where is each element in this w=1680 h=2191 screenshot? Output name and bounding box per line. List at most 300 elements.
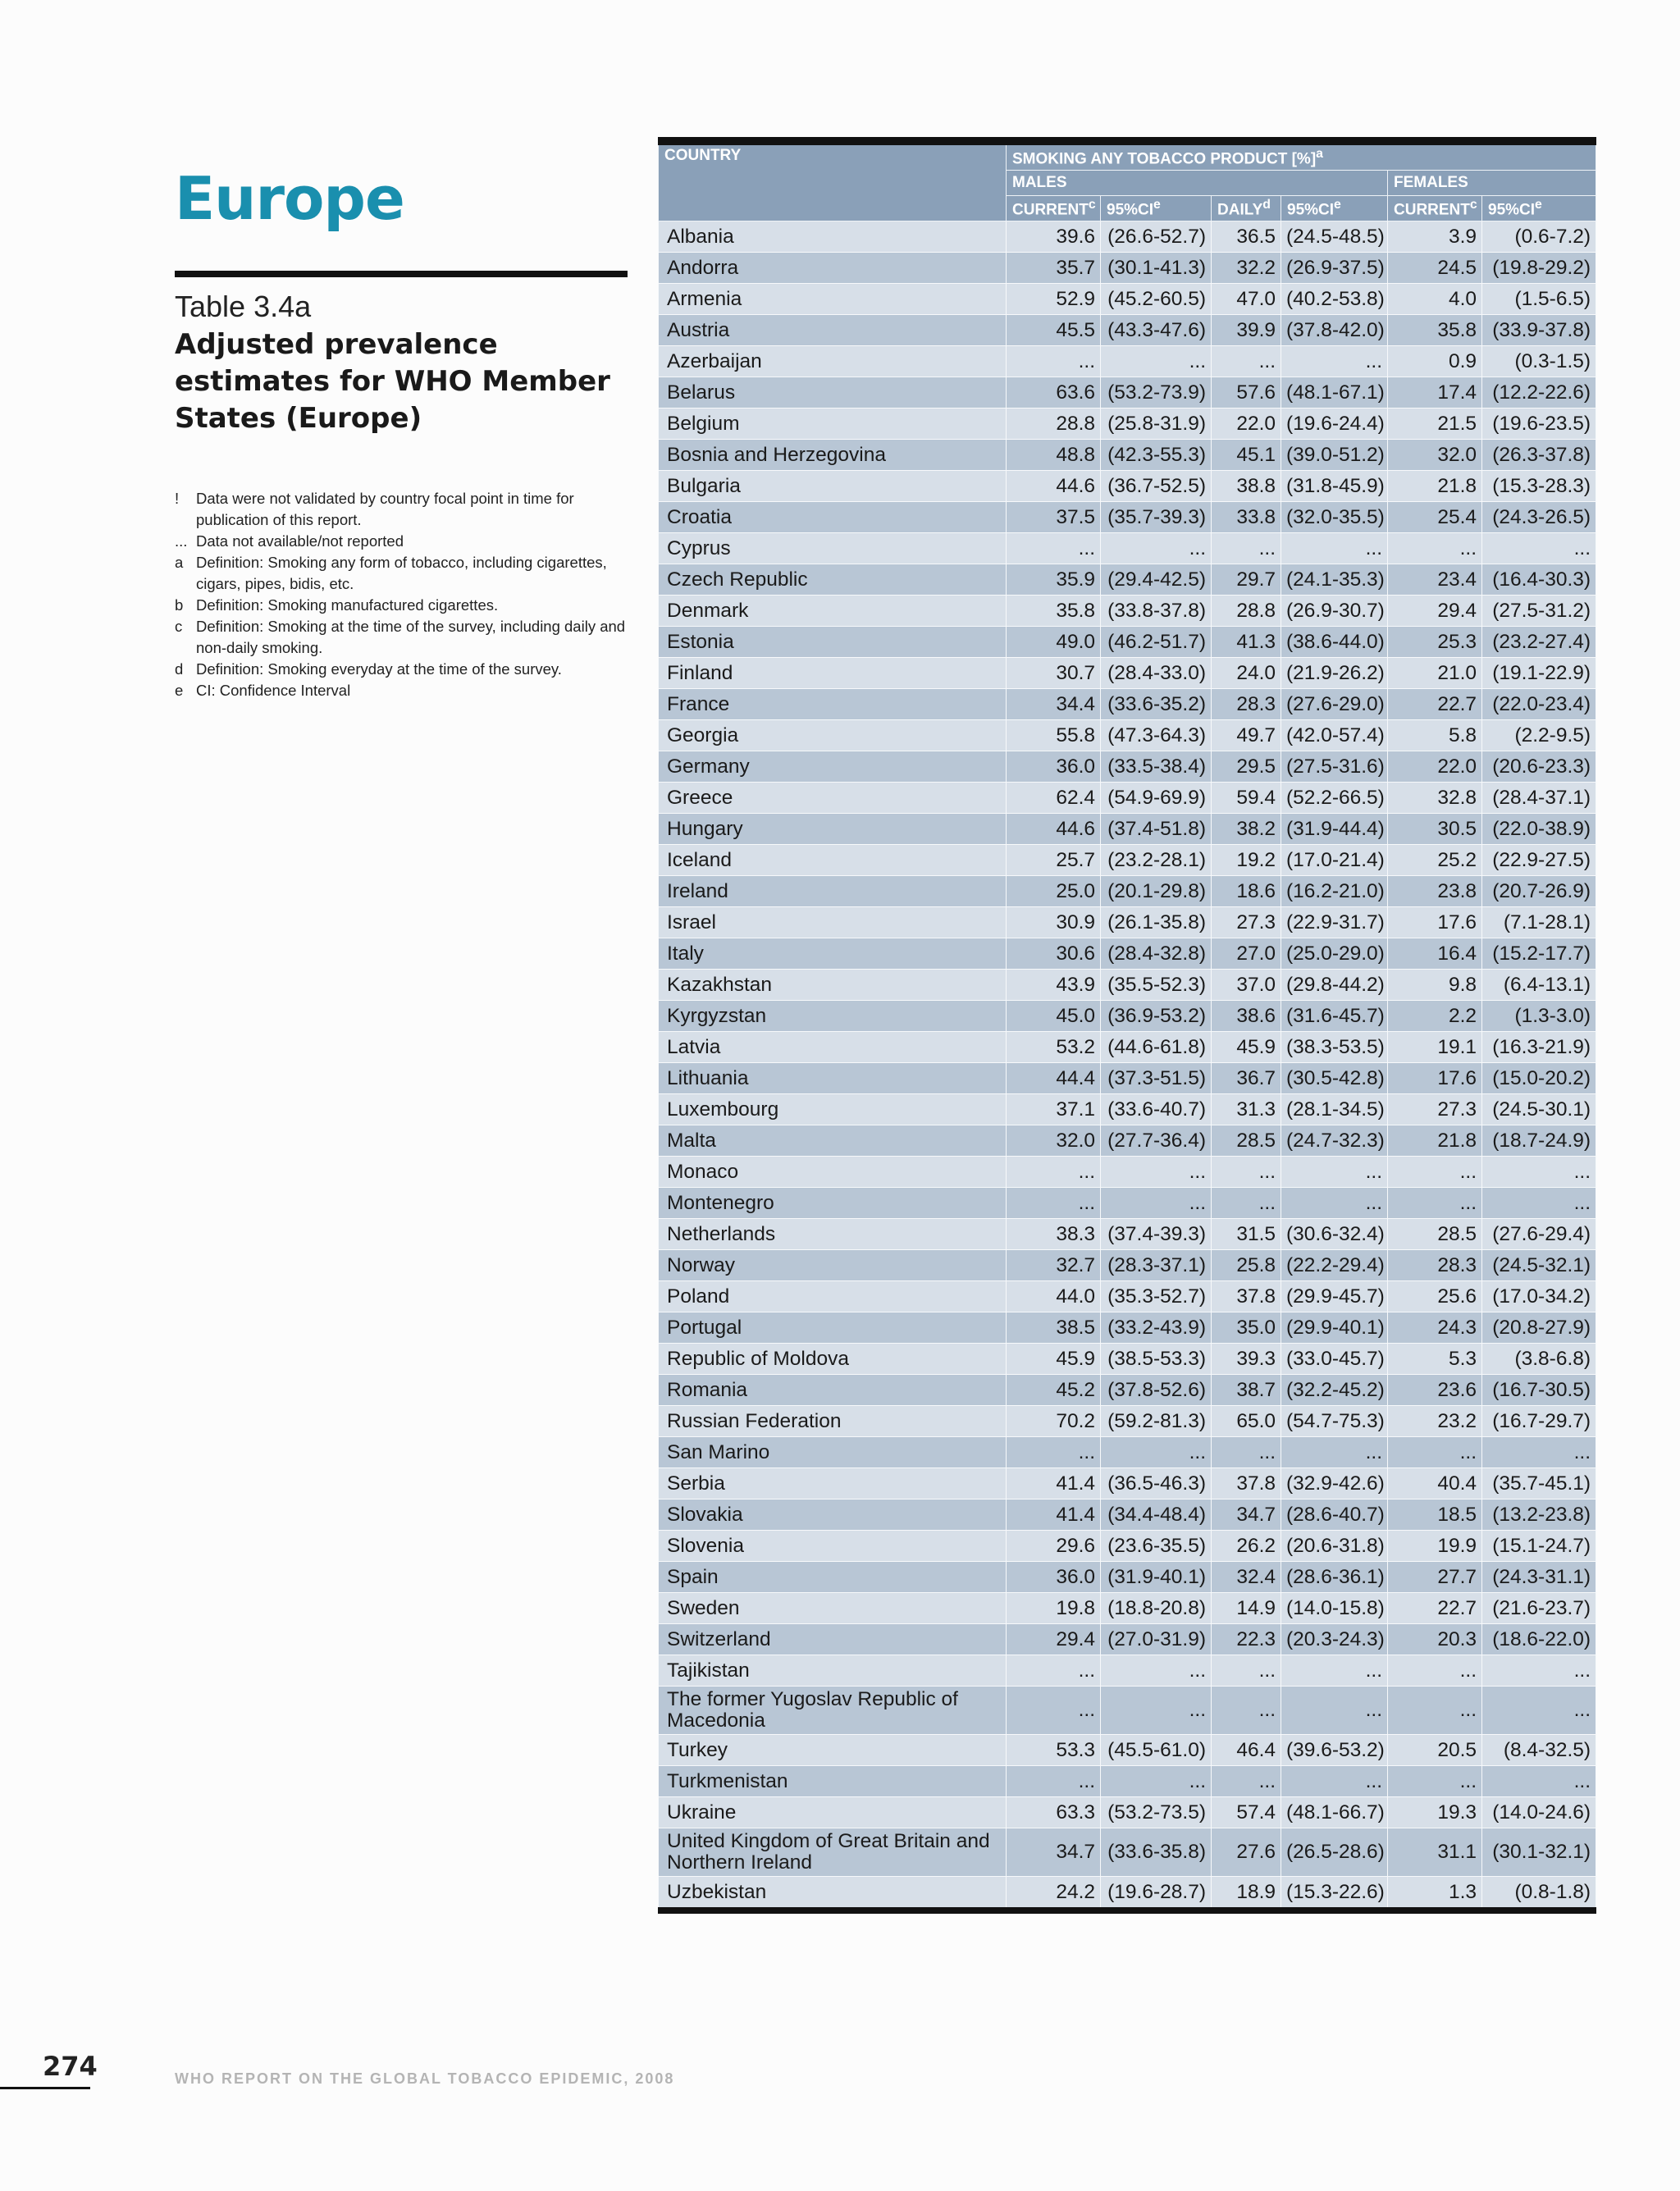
- value-cell: ...: [1281, 1157, 1388, 1188]
- value-cell: ...: [1007, 1157, 1101, 1188]
- value-cell: (27.5-31.6): [1281, 751, 1388, 783]
- value-cell: 38.3: [1007, 1219, 1101, 1250]
- value-cell: (39.0-51.2): [1281, 440, 1388, 471]
- value-cell: (23.2-27.4): [1482, 627, 1596, 658]
- footnote: [175, 680, 628, 701]
- value-cell: 29.5: [1212, 751, 1281, 783]
- value-cell: 35.8: [1388, 315, 1482, 346]
- value-cell: 31.3: [1212, 1094, 1281, 1125]
- table-row: [659, 1375, 1596, 1406]
- value-cell: (22.0-38.9): [1482, 814, 1596, 845]
- value-cell: (52.2-66.5): [1281, 783, 1388, 814]
- value-cell: 49.7: [1212, 720, 1281, 751]
- value-cell: (26.3-37.8): [1482, 440, 1596, 471]
- value-cell: 45.2: [1007, 1375, 1101, 1406]
- footnote-symbol: e: [175, 682, 184, 699]
- value-cell: (20.1-29.8): [1101, 876, 1212, 907]
- table-row: [659, 1094, 1596, 1125]
- country-cell: Latvia: [659, 1032, 1007, 1063]
- value-cell: ...: [1281, 346, 1388, 377]
- value-cell: (38.6-44.0): [1281, 627, 1388, 658]
- table-row: [659, 658, 1596, 689]
- value-cell: (28.4-33.0): [1101, 658, 1212, 689]
- country-cell: Luxembourg: [659, 1094, 1007, 1125]
- value-cell: 27.7: [1388, 1562, 1482, 1593]
- value-cell: 55.8: [1007, 720, 1101, 751]
- header-col: 95%CIe: [1281, 196, 1388, 221]
- value-cell: 45.9: [1007, 1344, 1101, 1375]
- value-cell: 37.1: [1007, 1094, 1101, 1125]
- table-row: [659, 720, 1596, 751]
- value-cell: 19.9: [1388, 1531, 1482, 1562]
- value-cell: (24.7-32.3): [1281, 1125, 1388, 1157]
- value-cell: ...: [1482, 1687, 1596, 1735]
- value-cell: 32.8: [1388, 783, 1482, 814]
- value-cell: 25.8: [1212, 1250, 1281, 1281]
- value-cell: ...: [1388, 533, 1482, 564]
- table-row: [659, 1063, 1596, 1094]
- value-cell: ...: [1101, 1687, 1212, 1735]
- value-cell: 24.3: [1388, 1312, 1482, 1344]
- value-cell: 57.6: [1212, 377, 1281, 409]
- country-cell: Netherlands: [659, 1219, 1007, 1250]
- table-row: [659, 907, 1596, 938]
- value-cell: 35.9: [1007, 564, 1101, 596]
- value-cell: 62.4: [1007, 783, 1101, 814]
- value-cell: (35.5-52.3): [1101, 970, 1212, 1001]
- value-cell: (15.3-28.3): [1482, 471, 1596, 502]
- value-cell: (24.3-26.5): [1482, 502, 1596, 533]
- value-cell: ...: [1482, 1766, 1596, 1797]
- value-cell: (25.0-29.0): [1281, 938, 1388, 970]
- value-cell: (59.2-81.3): [1101, 1406, 1212, 1437]
- value-cell: 27.3: [1388, 1094, 1482, 1125]
- value-cell: 18.9: [1212, 1877, 1281, 1911]
- value-cell: 20.5: [1388, 1735, 1482, 1766]
- table-row: [659, 1250, 1596, 1281]
- value-cell: ...: [1281, 1655, 1388, 1687]
- value-cell: ...: [1388, 1157, 1482, 1188]
- country-cell: Serbia: [659, 1468, 1007, 1499]
- value-cell: (0.3-1.5): [1482, 346, 1596, 377]
- page-number: 274: [43, 2051, 98, 2082]
- value-cell: (27.5-31.2): [1482, 596, 1596, 627]
- value-cell: 30.9: [1007, 907, 1101, 938]
- value-cell: 2.2: [1388, 1001, 1482, 1032]
- value-cell: (28.4-37.1): [1482, 783, 1596, 814]
- value-cell: 20.3: [1388, 1624, 1482, 1655]
- value-cell: 25.6: [1388, 1281, 1482, 1312]
- heading-rule: [175, 271, 628, 277]
- value-cell: (1.3-3.0): [1482, 1001, 1596, 1032]
- value-cell: (18.6-22.0): [1482, 1624, 1596, 1655]
- table-row: [659, 564, 1596, 596]
- value-cell: 0.9: [1388, 346, 1482, 377]
- value-cell: (16.3-21.9): [1482, 1032, 1596, 1063]
- value-cell: ...: [1007, 1766, 1101, 1797]
- table-row: [659, 1687, 1596, 1735]
- table-row: [659, 1735, 1596, 1766]
- table-row: [659, 783, 1596, 814]
- value-cell: ...: [1281, 1437, 1388, 1468]
- value-cell: (24.5-48.5): [1281, 221, 1388, 253]
- value-cell: 47.0: [1212, 284, 1281, 315]
- footnote: [175, 659, 628, 680]
- value-cell: (42.3-55.3): [1101, 440, 1212, 471]
- table-row: [659, 1499, 1596, 1531]
- country-cell: Tajikistan: [659, 1655, 1007, 1687]
- value-cell: 19.8: [1007, 1593, 1101, 1624]
- value-cell: 34.7: [1212, 1499, 1281, 1531]
- value-cell: (7.1-28.1): [1482, 907, 1596, 938]
- country-cell: Croatia: [659, 502, 1007, 533]
- value-cell: (47.3-64.3): [1101, 720, 1212, 751]
- country-cell: Spain: [659, 1562, 1007, 1593]
- value-cell: (14.0-15.8): [1281, 1593, 1388, 1624]
- table-row: [659, 502, 1596, 533]
- value-cell: (27.6-29.4): [1482, 1219, 1596, 1250]
- country-cell: Azerbaijan: [659, 346, 1007, 377]
- table-row: [659, 1406, 1596, 1437]
- value-cell: 28.3: [1212, 689, 1281, 720]
- value-cell: ...: [1482, 1157, 1596, 1188]
- footnote-symbol: c: [175, 618, 183, 635]
- value-cell: 32.7: [1007, 1250, 1101, 1281]
- value-cell: 35.7: [1007, 253, 1101, 284]
- value-cell: (16.4-30.3): [1482, 564, 1596, 596]
- value-cell: (42.0-57.4): [1281, 720, 1388, 751]
- value-cell: (0.8-1.8): [1482, 1877, 1596, 1911]
- value-cell: ...: [1482, 1437, 1596, 1468]
- value-cell: 19.2: [1212, 845, 1281, 876]
- value-cell: (33.9-37.8): [1482, 315, 1596, 346]
- value-cell: (15.0-20.2): [1482, 1063, 1596, 1094]
- country-cell: Hungary: [659, 814, 1007, 845]
- value-cell: (54.7-75.3): [1281, 1406, 1388, 1437]
- value-cell: (33.2-43.9): [1101, 1312, 1212, 1344]
- value-cell: 31.5: [1212, 1219, 1281, 1250]
- header-males: MALES: [1007, 171, 1388, 196]
- value-cell: (26.9-37.5): [1281, 253, 1388, 284]
- value-cell: (18.8-20.8): [1101, 1593, 1212, 1624]
- value-cell: (30.1-32.1): [1482, 1828, 1596, 1877]
- value-cell: 38.7: [1212, 1375, 1281, 1406]
- country-cell: Ukraine: [659, 1797, 1007, 1828]
- value-cell: (53.2-73.5): [1101, 1797, 1212, 1828]
- value-cell: ...: [1388, 1766, 1482, 1797]
- value-cell: 30.6: [1007, 938, 1101, 970]
- country-cell: Ireland: [659, 876, 1007, 907]
- country-cell: Lithuania: [659, 1063, 1007, 1094]
- table-row: [659, 1312, 1596, 1344]
- value-cell: (20.6-23.3): [1482, 751, 1596, 783]
- value-cell: 36.7: [1212, 1063, 1281, 1094]
- value-cell: (19.8-29.2): [1482, 253, 1596, 284]
- country-cell: Uzbekistan: [659, 1877, 1007, 1911]
- table-row: [659, 440, 1596, 471]
- value-cell: 28.5: [1388, 1219, 1482, 1250]
- value-cell: (12.2-22.6): [1482, 377, 1596, 409]
- value-cell: 24.2: [1007, 1877, 1101, 1911]
- value-cell: 29.7: [1212, 564, 1281, 596]
- value-cell: (36.7-52.5): [1101, 471, 1212, 502]
- table-row: [659, 596, 1596, 627]
- country-cell: Czech Republic: [659, 564, 1007, 596]
- header-females: FEMALES: [1388, 171, 1596, 196]
- value-cell: (28.6-36.1): [1281, 1562, 1388, 1593]
- value-cell: (37.3-51.5): [1101, 1063, 1212, 1094]
- value-cell: (17.0-21.4): [1281, 845, 1388, 876]
- value-cell: (13.2-23.8): [1482, 1499, 1596, 1531]
- value-cell: 28.8: [1007, 409, 1101, 440]
- value-cell: (25.8-31.9): [1101, 409, 1212, 440]
- value-cell: (28.6-40.7): [1281, 1499, 1388, 1531]
- value-cell: (20.8-27.9): [1482, 1312, 1596, 1344]
- table-row: [659, 751, 1596, 783]
- footnote-text: Data not available/not reported: [196, 532, 404, 550]
- value-cell: 21.8: [1388, 471, 1482, 502]
- value-cell: (34.4-48.4): [1101, 1499, 1212, 1531]
- value-cell: 28.3: [1388, 1250, 1482, 1281]
- table-row: [659, 689, 1596, 720]
- country-cell: Russian Federation: [659, 1406, 1007, 1437]
- value-cell: 44.6: [1007, 814, 1101, 845]
- table-row: [659, 1624, 1596, 1655]
- footnote-symbol: ...: [175, 532, 188, 550]
- value-cell: (22.0-23.4): [1482, 689, 1596, 720]
- value-cell: 18.6: [1212, 876, 1281, 907]
- value-cell: (28.3-37.1): [1101, 1250, 1212, 1281]
- table-row: [659, 1344, 1596, 1375]
- table-row: [659, 876, 1596, 907]
- value-cell: 16.4: [1388, 938, 1482, 970]
- value-cell: 38.6: [1212, 1001, 1281, 1032]
- value-cell: (22.9-31.7): [1281, 907, 1388, 938]
- value-cell: 25.4: [1388, 502, 1482, 533]
- value-cell: (37.8-42.0): [1281, 315, 1388, 346]
- value-cell: (2.2-9.5): [1482, 720, 1596, 751]
- value-cell: (19.6-24.4): [1281, 409, 1388, 440]
- table-row: [659, 1219, 1596, 1250]
- value-cell: 14.9: [1212, 1593, 1281, 1624]
- country-cell: Austria: [659, 315, 1007, 346]
- value-cell: ...: [1482, 1188, 1596, 1219]
- country-cell: United Kingdom of Great Britain and Northern Ireland: [659, 1828, 1007, 1877]
- value-cell: 41.4: [1007, 1499, 1101, 1531]
- value-cell: ...: [1101, 1766, 1212, 1797]
- value-cell: 38.5: [1007, 1312, 1101, 1344]
- country-cell: Bosnia and Herzegovina: [659, 440, 1007, 471]
- table-row: [659, 221, 1596, 253]
- value-cell: (26.5-28.6): [1281, 1828, 1388, 1877]
- footnote-text: Definition: Smoking at the time of the survey, including daily and non-daily smoking.: [196, 618, 626, 656]
- value-cell: 35.0: [1212, 1312, 1281, 1344]
- value-cell: 53.2: [1007, 1032, 1101, 1063]
- country-cell: Kyrgyzstan: [659, 1001, 1007, 1032]
- value-cell: ...: [1212, 1188, 1281, 1219]
- value-cell: ...: [1281, 1687, 1388, 1735]
- value-cell: 25.2: [1388, 845, 1482, 876]
- country-cell: Albania: [659, 221, 1007, 253]
- value-cell: 28.8: [1212, 596, 1281, 627]
- value-cell: (0.6-7.2): [1482, 221, 1596, 253]
- table-title: Adjusted prevalence estimates for WHO Member States (Europe): [175, 328, 610, 435]
- value-cell: 45.1: [1212, 440, 1281, 471]
- value-cell: 45.9: [1212, 1032, 1281, 1063]
- table-row: [659, 533, 1596, 564]
- prevalence-table: [658, 137, 1596, 1914]
- value-cell: 18.5: [1388, 1499, 1482, 1531]
- value-cell: 22.0: [1212, 409, 1281, 440]
- header-group: SMOKING ANY TOBACCO PRODUCT [%]$^a$: [1007, 141, 1596, 171]
- value-cell: 39.9: [1212, 315, 1281, 346]
- value-cell: (15.1-24.7): [1482, 1531, 1596, 1562]
- value-cell: (21.9-26.2): [1281, 658, 1388, 689]
- value-cell: 17.6: [1388, 1063, 1482, 1094]
- table-row: [659, 1655, 1596, 1687]
- country-cell: Belgium: [659, 409, 1007, 440]
- value-cell: (33.8-37.8): [1101, 596, 1212, 627]
- value-cell: (30.6-32.4): [1281, 1219, 1388, 1250]
- table-row: [659, 1437, 1596, 1468]
- value-cell: (6.4-13.1): [1482, 970, 1596, 1001]
- value-cell: (29.8-44.2): [1281, 970, 1388, 1001]
- country-cell: The former Yugoslav Republic of Macedonia: [659, 1687, 1007, 1735]
- value-cell: 37.8: [1212, 1468, 1281, 1499]
- table-row: [659, 1468, 1596, 1499]
- footnote-symbol: d: [175, 660, 184, 678]
- value-cell: (54.9-69.9): [1101, 783, 1212, 814]
- footnotes: [175, 488, 628, 701]
- value-cell: (32.9-42.6): [1281, 1468, 1388, 1499]
- value-cell: ...: [1281, 1766, 1388, 1797]
- value-cell: 17.4: [1388, 377, 1482, 409]
- value-cell: ...: [1007, 1687, 1101, 1735]
- value-cell: (20.6-31.8): [1281, 1531, 1388, 1562]
- value-cell: (27.6-29.0): [1281, 689, 1388, 720]
- country-cell: Andorra: [659, 253, 1007, 284]
- value-cell: (15.3-22.6): [1281, 1877, 1388, 1911]
- value-cell: ...: [1101, 1188, 1212, 1219]
- country-cell: Poland: [659, 1281, 1007, 1312]
- value-cell: ...: [1212, 1437, 1281, 1468]
- footnote-text: CI: Confidence Interval: [196, 682, 351, 699]
- value-cell: (32.2-45.2): [1281, 1375, 1388, 1406]
- country-cell: Greece: [659, 783, 1007, 814]
- value-cell: (45.5-61.0): [1101, 1735, 1212, 1766]
- value-cell: 34.7: [1007, 1828, 1101, 1877]
- table-row: [659, 1593, 1596, 1624]
- value-cell: (37.8-52.6): [1101, 1375, 1212, 1406]
- value-cell: (16.2-21.0): [1281, 876, 1388, 907]
- value-cell: 21.8: [1388, 1125, 1482, 1157]
- country-cell: Armenia: [659, 284, 1007, 315]
- value-cell: 41.4: [1007, 1468, 1101, 1499]
- value-cell: ...: [1388, 1655, 1482, 1687]
- footnote: [175, 488, 628, 531]
- value-cell: 23.8: [1388, 876, 1482, 907]
- value-cell: ...: [1007, 533, 1101, 564]
- table-row: [659, 1877, 1596, 1911]
- footnote-text: Definition: Smoking everyday at the time of the survey.: [196, 660, 562, 678]
- value-cell: (26.6-52.7): [1101, 221, 1212, 253]
- value-cell: 41.3: [1212, 627, 1281, 658]
- value-cell: ...: [1212, 346, 1281, 377]
- value-cell: (24.5-30.1): [1482, 1094, 1596, 1125]
- value-cell: 44.4: [1007, 1063, 1101, 1094]
- value-cell: ...: [1388, 1437, 1482, 1468]
- table-row: [659, 409, 1596, 440]
- value-cell: 25.3: [1388, 627, 1482, 658]
- country-cell: France: [659, 689, 1007, 720]
- value-cell: (48.1-66.7): [1281, 1797, 1388, 1828]
- country-cell: Belarus: [659, 377, 1007, 409]
- value-cell: (16.7-29.7): [1482, 1406, 1596, 1437]
- table-row: [659, 1032, 1596, 1063]
- footnote-text: Definition: Smoking manufactured cigarettes.: [196, 596, 499, 614]
- value-cell: 34.4: [1007, 689, 1101, 720]
- footnote-symbol: !: [175, 490, 180, 507]
- value-cell: (1.5-6.5): [1482, 284, 1596, 315]
- value-cell: ...: [1101, 1437, 1212, 1468]
- value-cell: (38.3-53.5): [1281, 1032, 1388, 1063]
- country-cell: Sweden: [659, 1593, 1007, 1624]
- country-cell: Monaco: [659, 1157, 1007, 1188]
- country-cell: Slovenia: [659, 1531, 1007, 1562]
- value-cell: 40.4: [1388, 1468, 1482, 1499]
- value-cell: (39.6-53.2): [1281, 1735, 1388, 1766]
- table-row: [659, 1562, 1596, 1593]
- value-cell: ...: [1101, 533, 1212, 564]
- value-cell: (33.6-35.2): [1101, 689, 1212, 720]
- table-row: [659, 1188, 1596, 1219]
- country-cell: Slovakia: [659, 1499, 1007, 1531]
- country-cell: Estonia: [659, 627, 1007, 658]
- value-cell: 52.9: [1007, 284, 1101, 315]
- footnote-symbol: b: [175, 596, 184, 614]
- value-cell: (20.7-26.9): [1482, 876, 1596, 907]
- table-row: [659, 1125, 1596, 1157]
- value-cell: (24.1-35.3): [1281, 564, 1388, 596]
- value-cell: 43.9: [1007, 970, 1101, 1001]
- value-cell: 27.3: [1212, 907, 1281, 938]
- value-cell: (18.7-24.9): [1482, 1125, 1596, 1157]
- value-cell: (29.9-40.1): [1281, 1312, 1388, 1344]
- value-cell: 45.0: [1007, 1001, 1101, 1032]
- value-cell: 37.5: [1007, 502, 1101, 533]
- value-cell: 70.2: [1007, 1406, 1101, 1437]
- value-cell: 33.8: [1212, 502, 1281, 533]
- country-cell: Norway: [659, 1250, 1007, 1281]
- value-cell: 36.5: [1212, 221, 1281, 253]
- value-cell: 3.9: [1388, 221, 1482, 253]
- value-cell: 23.4: [1388, 564, 1482, 596]
- value-cell: (33.6-40.7): [1101, 1094, 1212, 1125]
- value-cell: ...: [1212, 1766, 1281, 1797]
- value-cell: (21.6-23.7): [1482, 1593, 1596, 1624]
- value-cell: 22.0: [1388, 751, 1482, 783]
- value-cell: 45.5: [1007, 315, 1101, 346]
- value-cell: 27.0: [1212, 938, 1281, 970]
- value-cell: 1.3: [1388, 1877, 1482, 1911]
- running-title: WHO REPORT ON THE GLOBAL TOBACCO EPIDEMIC, 2008: [175, 2070, 675, 2087]
- value-cell: (27.7-36.4): [1101, 1125, 1212, 1157]
- value-cell: 25.0: [1007, 876, 1101, 907]
- value-cell: (37.4-51.8): [1101, 814, 1212, 845]
- value-cell: ...: [1007, 1655, 1101, 1687]
- value-cell: (30.5-42.8): [1281, 1063, 1388, 1094]
- value-cell: ...: [1007, 1437, 1101, 1468]
